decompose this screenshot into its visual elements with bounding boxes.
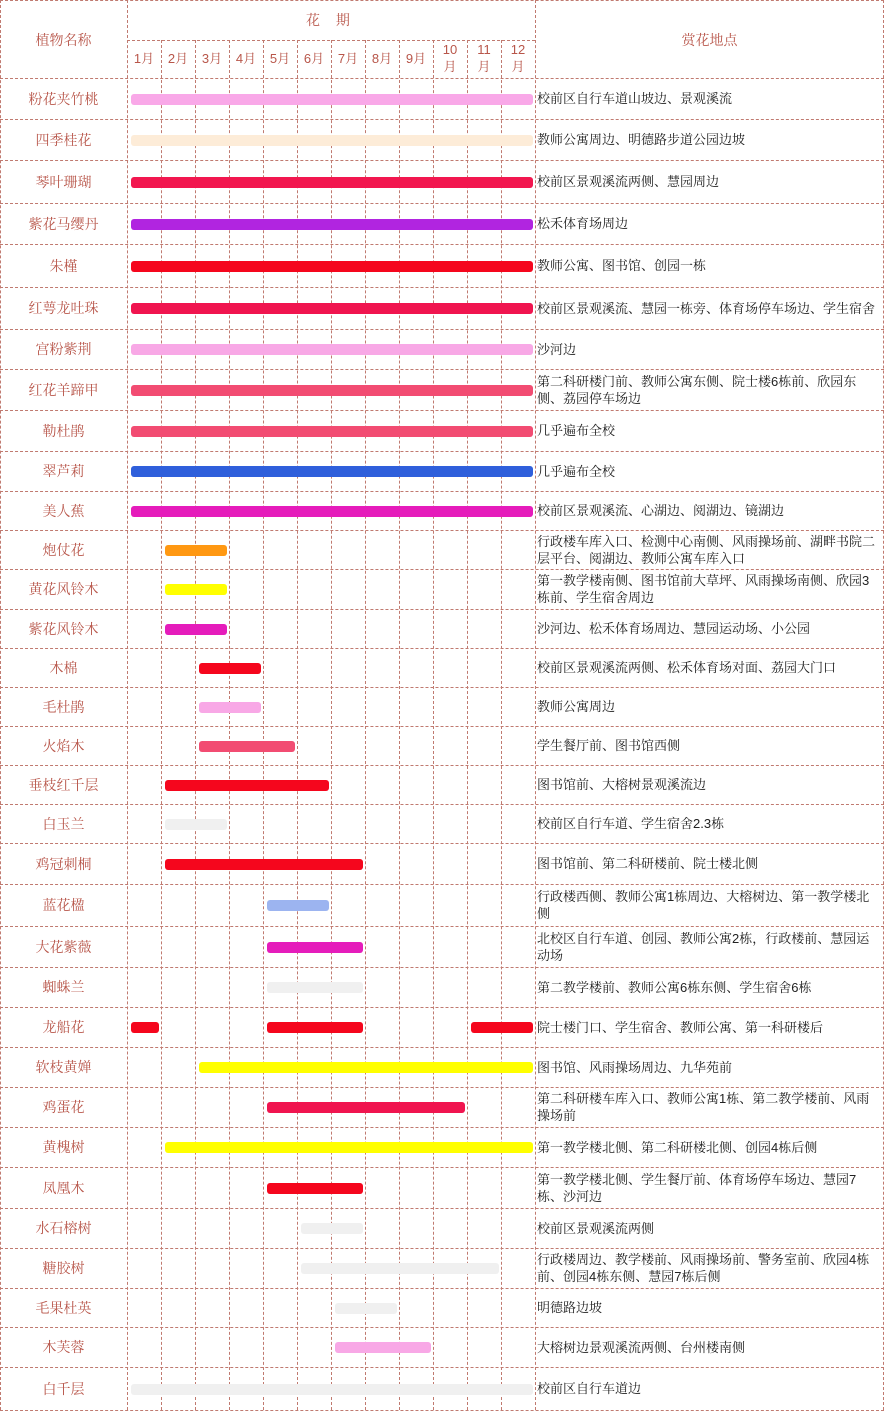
name-column-header: 植物名称 bbox=[35, 32, 92, 48]
plant-name-cell bbox=[0, 1288, 127, 1327]
bloom-period-bar bbox=[267, 982, 363, 993]
plant-name-cell bbox=[0, 1327, 127, 1367]
plant-name: 垂枝红千层 bbox=[28, 776, 99, 793]
month-label-part: 月 bbox=[443, 59, 457, 74]
plant-name: 宫粉紫荆 bbox=[35, 341, 92, 357]
location-text: 第二教学楼前、教师公寓6栋东侧、学生宿舍6栋 bbox=[537, 979, 812, 995]
bloom-period-bar bbox=[199, 702, 261, 713]
grid-line-vertical bbox=[467, 40, 468, 1410]
location-text: 图书馆前、第二科研楼前、院士楼北侧 bbox=[537, 856, 759, 871]
location-cell bbox=[537, 1047, 881, 1087]
month-label-part: 月 bbox=[477, 59, 491, 74]
plant-name: 粉花夹竹桃 bbox=[28, 90, 99, 107]
location-cell bbox=[537, 609, 881, 648]
plant-name-cell bbox=[0, 160, 127, 203]
month-label-part: 月 bbox=[511, 59, 525, 74]
plant-name: 黄槐树 bbox=[42, 1139, 85, 1155]
period-column-header: 花 期 bbox=[306, 12, 356, 28]
month-label: 6月 bbox=[303, 51, 325, 66]
plant-name: 勒杜鹃 bbox=[42, 422, 85, 439]
month-label: 3月 bbox=[201, 51, 223, 66]
location-text: 校前区景观溪流、慧园一栋旁、体育场停车场边、学生宿舍 bbox=[537, 300, 876, 316]
plant-name: 蜘蛛兰 bbox=[42, 979, 85, 995]
plant-name-cell bbox=[0, 1208, 127, 1248]
plant-name-cell bbox=[0, 119, 127, 160]
plant-name-cell bbox=[0, 491, 127, 530]
plant-name-cell bbox=[0, 1167, 127, 1208]
bloom-period-bar bbox=[131, 261, 533, 272]
plant-name: 白千层 bbox=[42, 1380, 85, 1397]
bloom-period-bar bbox=[131, 506, 533, 517]
location-text: 校前区景观溪流两侧、慧园周边 bbox=[537, 174, 720, 189]
location-text: 校前区景观溪流两侧 bbox=[537, 1220, 655, 1236]
location-text: 松禾体育场周边 bbox=[537, 216, 629, 231]
location-text: 第一教学楼北侧、学生餐厅前、体育场停车场边、慧园7栋、沙河边 bbox=[537, 1171, 857, 1204]
location-text: 行政楼周边、教学楼前、风雨操场前、警务室前、欣园4栋前、创园4栋东侧、慧园7栋后侧 bbox=[537, 1252, 870, 1284]
bloom-period-bar bbox=[301, 1223, 363, 1234]
location-text: 明德路边坡 bbox=[537, 1300, 603, 1315]
location-text: 第二科研楼门前、教师公寓东侧、院士楼6栋前、欣园东侧、荔园停车场边 bbox=[537, 373, 857, 406]
plant-name-cell bbox=[0, 926, 127, 967]
plant-name-cell bbox=[0, 451, 127, 491]
plant-name-cell bbox=[0, 1087, 127, 1127]
location-text: 沙河边 bbox=[537, 341, 577, 357]
location-text: 行政楼车库入口、检测中心南侧、风雨操场前、湖畔书院二层平台、阅湖边、教师公寓车库入口 bbox=[537, 533, 876, 566]
plant-name-cell bbox=[0, 244, 127, 287]
month-label bbox=[433, 41, 467, 75]
plant-name: 白玉兰 bbox=[42, 815, 85, 832]
plant-name-cell bbox=[0, 884, 127, 926]
location-text: 图书馆、风雨操场周边、九华苑前 bbox=[537, 1059, 733, 1075]
plant-name-cell bbox=[0, 967, 127, 1007]
bloom-period-bar bbox=[165, 859, 363, 870]
bloom-period-bar bbox=[131, 219, 533, 230]
location-text: 北校区自行车道、创园、教师公寓2栋，行政楼前、慧园运动场 bbox=[537, 930, 870, 963]
month-label: 4月 bbox=[235, 51, 257, 66]
plant-name-cell bbox=[0, 287, 127, 329]
plant-name-cell bbox=[0, 843, 127, 884]
location-cell bbox=[537, 119, 881, 160]
location-cell bbox=[537, 804, 881, 843]
plant-name: 水石榕树 bbox=[35, 1220, 92, 1236]
plant-name-cell bbox=[0, 804, 127, 843]
location-text: 校前区自行车道、学生宿舍2.3栋 bbox=[537, 816, 725, 831]
grid-line-vertical bbox=[297, 40, 298, 1410]
location-cell bbox=[537, 244, 881, 287]
location-cell bbox=[537, 569, 881, 609]
location-cell bbox=[537, 491, 881, 530]
location-cell bbox=[537, 1367, 881, 1410]
location-text: 沙河边、松禾体育场周边、慧园运动场、小公园 bbox=[537, 621, 811, 636]
bloom-period-bar bbox=[199, 741, 295, 752]
plant-name-cell bbox=[0, 329, 127, 369]
grid-line-horizontal bbox=[0, 0, 884, 1]
plant-name-cell bbox=[0, 609, 127, 648]
month-label: 1月 bbox=[133, 51, 155, 66]
plant-name: 紫花风铃木 bbox=[28, 620, 99, 637]
bloom-period-bar bbox=[267, 1183, 363, 1194]
plant-name: 蓝花楹 bbox=[42, 897, 85, 913]
bloom-period-bar bbox=[131, 94, 533, 105]
location-text: 校前区自行车道边 bbox=[537, 1381, 642, 1396]
location-cell bbox=[537, 1167, 881, 1208]
plant-name-cell bbox=[0, 369, 127, 410]
location-cell bbox=[537, 1208, 881, 1248]
location-cell bbox=[537, 329, 881, 369]
plant-name: 琴叶珊瑚 bbox=[35, 173, 92, 190]
month-label bbox=[467, 41, 501, 75]
grid-line-vertical bbox=[127, 0, 128, 1410]
plant-name: 木棉 bbox=[49, 659, 78, 676]
plant-name-cell bbox=[0, 1127, 127, 1167]
bloom-period-bar bbox=[471, 1022, 533, 1033]
plant-name-cell bbox=[0, 765, 127, 804]
month-label: 5月 bbox=[269, 51, 291, 66]
grid-line-vertical bbox=[365, 40, 366, 1410]
bloom-period-bar bbox=[131, 466, 533, 477]
bloom-period-bar bbox=[267, 942, 363, 953]
grid-line-vertical bbox=[501, 40, 502, 1410]
plant-name: 鸡冠刺桐 bbox=[35, 855, 92, 872]
location-cell bbox=[537, 648, 881, 687]
location-cell bbox=[537, 78, 881, 119]
location-column-header: 赏花地点 bbox=[681, 32, 738, 48]
location-cell bbox=[537, 160, 881, 203]
location-cell bbox=[537, 765, 881, 804]
bloom-period-bar bbox=[165, 624, 227, 635]
location-text: 图书馆前、大榕树景观溪流边 bbox=[537, 777, 707, 792]
plant-name-cell bbox=[0, 203, 127, 244]
location-text: 大榕树边景观溪流两侧、台州楼南侧 bbox=[537, 1339, 746, 1355]
plant-name: 美人蕉 bbox=[42, 502, 85, 519]
plant-name: 龙船花 bbox=[42, 1019, 85, 1035]
bloom-period-bar bbox=[165, 819, 227, 830]
location-cell bbox=[537, 884, 881, 926]
month-label: 7月 bbox=[337, 51, 359, 66]
location-cell bbox=[537, 967, 881, 1007]
bloom-period-bar bbox=[131, 177, 533, 188]
bloom-period-bar bbox=[131, 135, 533, 146]
location-cell bbox=[537, 1248, 881, 1288]
plant-name-cell bbox=[0, 1007, 127, 1047]
location-cell bbox=[537, 1327, 881, 1367]
plant-name: 红花羊蹄甲 bbox=[28, 381, 99, 398]
bloom-period-bar bbox=[131, 426, 533, 437]
bloom-period-bar bbox=[267, 900, 329, 911]
location-text: 校前区景观溪流两侧、松禾体育场对面、荔园大门口 bbox=[537, 660, 837, 675]
location-cell bbox=[537, 530, 881, 569]
plant-name: 朱槿 bbox=[49, 257, 78, 274]
month-label: 2月 bbox=[167, 51, 189, 66]
plant-name: 毛杜鹃 bbox=[42, 698, 85, 715]
bloom-period-bar bbox=[165, 1142, 533, 1153]
plant-name: 炮仗花 bbox=[42, 541, 85, 558]
plant-name: 鸡蛋花 bbox=[42, 1099, 85, 1115]
plant-name-cell bbox=[0, 78, 127, 119]
bloom-period-bar bbox=[335, 1342, 431, 1353]
grid-line-vertical bbox=[229, 40, 230, 1410]
plant-name-cell bbox=[0, 410, 127, 451]
plant-name-cell bbox=[0, 1367, 127, 1410]
plant-name-cell bbox=[0, 648, 127, 687]
location-cell bbox=[537, 451, 881, 491]
location-text: 教师公寓、图书馆、创园一栋 bbox=[537, 258, 707, 273]
location-cell bbox=[537, 1127, 881, 1167]
bloom-period-bar bbox=[131, 1022, 159, 1033]
grid-line-vertical bbox=[263, 40, 264, 1410]
plant-name-cell bbox=[0, 1248, 127, 1288]
location-text: 校前区景观溪流、心湖边、阅湖边、镜湖边 bbox=[537, 503, 785, 518]
bloom-period-bar bbox=[301, 1263, 499, 1274]
location-text: 教师公寓周边、明德路步道公园边坡 bbox=[537, 132, 746, 147]
location-text: 几乎遍布全校 bbox=[537, 463, 616, 479]
plant-name-cell bbox=[0, 726, 127, 765]
plant-name: 黄花风铃木 bbox=[28, 581, 99, 597]
location-cell bbox=[537, 687, 881, 726]
bloom-period-bar bbox=[267, 1102, 465, 1113]
bloom-period-bar bbox=[131, 303, 533, 314]
month-label-part: 10 bbox=[442, 42, 458, 57]
bloom-period-bar bbox=[131, 344, 533, 355]
plant-name-cell bbox=[0, 530, 127, 569]
location-cell bbox=[537, 287, 881, 329]
bloom-period-bar bbox=[131, 1384, 533, 1395]
plant-name: 毛果杜英 bbox=[35, 1299, 92, 1316]
bloom-period-bar bbox=[199, 663, 261, 674]
grid-line-vertical bbox=[331, 40, 332, 1410]
grid-line-vertical bbox=[195, 40, 196, 1410]
plant-name: 红萼龙吐珠 bbox=[28, 300, 99, 316]
month-label-part: 12 bbox=[510, 42, 526, 57]
plant-name-cell bbox=[0, 1047, 127, 1087]
location-cell bbox=[537, 726, 881, 765]
location-cell bbox=[537, 843, 881, 884]
bloom-period-bar bbox=[199, 1062, 533, 1073]
plant-name-cell bbox=[0, 687, 127, 726]
month-label: 9月 bbox=[405, 51, 427, 66]
bloom-period-bar bbox=[335, 1303, 397, 1314]
location-cell bbox=[537, 410, 881, 451]
location-text: 几乎遍布全校 bbox=[537, 423, 616, 438]
location-text: 院士楼门口、学生宿舍、教师公寓、第一科研楼后 bbox=[537, 1019, 824, 1035]
location-cell bbox=[537, 1087, 881, 1127]
bloom-period-bar bbox=[131, 385, 533, 396]
plant-name: 四季桂花 bbox=[35, 131, 92, 148]
location-text: 教师公寓周边 bbox=[537, 699, 616, 714]
grid-line-vertical bbox=[161, 40, 162, 1410]
month-label-part: 11 bbox=[477, 42, 491, 57]
plant-name: 火焰木 bbox=[42, 737, 85, 754]
location-cell bbox=[537, 203, 881, 244]
location-text: 第一教学楼北侧、第二科研楼北侧、创园4栋后侧 bbox=[537, 1139, 818, 1155]
bloom-period-bar bbox=[267, 1022, 363, 1033]
month-label: 8月 bbox=[371, 51, 393, 66]
location-cell bbox=[537, 926, 881, 967]
location-cell bbox=[537, 1288, 881, 1327]
bloom-period-bar bbox=[165, 545, 227, 556]
location-text: 第一教学楼南侧、图书馆前大草坪、风雨操场南侧、欣园3栋前、学生宿舍周边 bbox=[537, 573, 870, 605]
bloom-period-bar bbox=[165, 584, 227, 595]
bloom-period-bar bbox=[165, 780, 329, 791]
location-cell bbox=[537, 369, 881, 410]
location-text: 第二科研楼车库入口、教师公寓1栋、第二教学楼前、风雨操场前 bbox=[537, 1091, 870, 1123]
grid-line-vertical bbox=[433, 40, 434, 1410]
plant-name: 翠芦莉 bbox=[42, 463, 85, 479]
plant-name: 软枝黄婵 bbox=[35, 1059, 92, 1075]
month-label bbox=[501, 41, 535, 75]
location-text: 校前区自行车道山坡边、景观溪流 bbox=[537, 91, 733, 106]
location-text: 行政楼西侧、教师公寓1栋周边、大榕树边、第一教学楼北侧 bbox=[537, 889, 870, 921]
grid-line-vertical bbox=[535, 0, 536, 1410]
grid-line-vertical bbox=[399, 40, 400, 1410]
location-cell bbox=[537, 1007, 881, 1047]
plant-name: 凤凰木 bbox=[42, 1179, 85, 1196]
plant-name: 大花紫薇 bbox=[35, 938, 92, 955]
plant-name: 糖胶树 bbox=[42, 1260, 85, 1276]
plant-name: 木芙蓉 bbox=[42, 1339, 85, 1355]
location-text: 学生餐厅前、图书馆西侧 bbox=[537, 738, 681, 753]
plant-name: 紫花马缨丹 bbox=[28, 215, 99, 232]
plant-name-cell bbox=[0, 569, 127, 609]
